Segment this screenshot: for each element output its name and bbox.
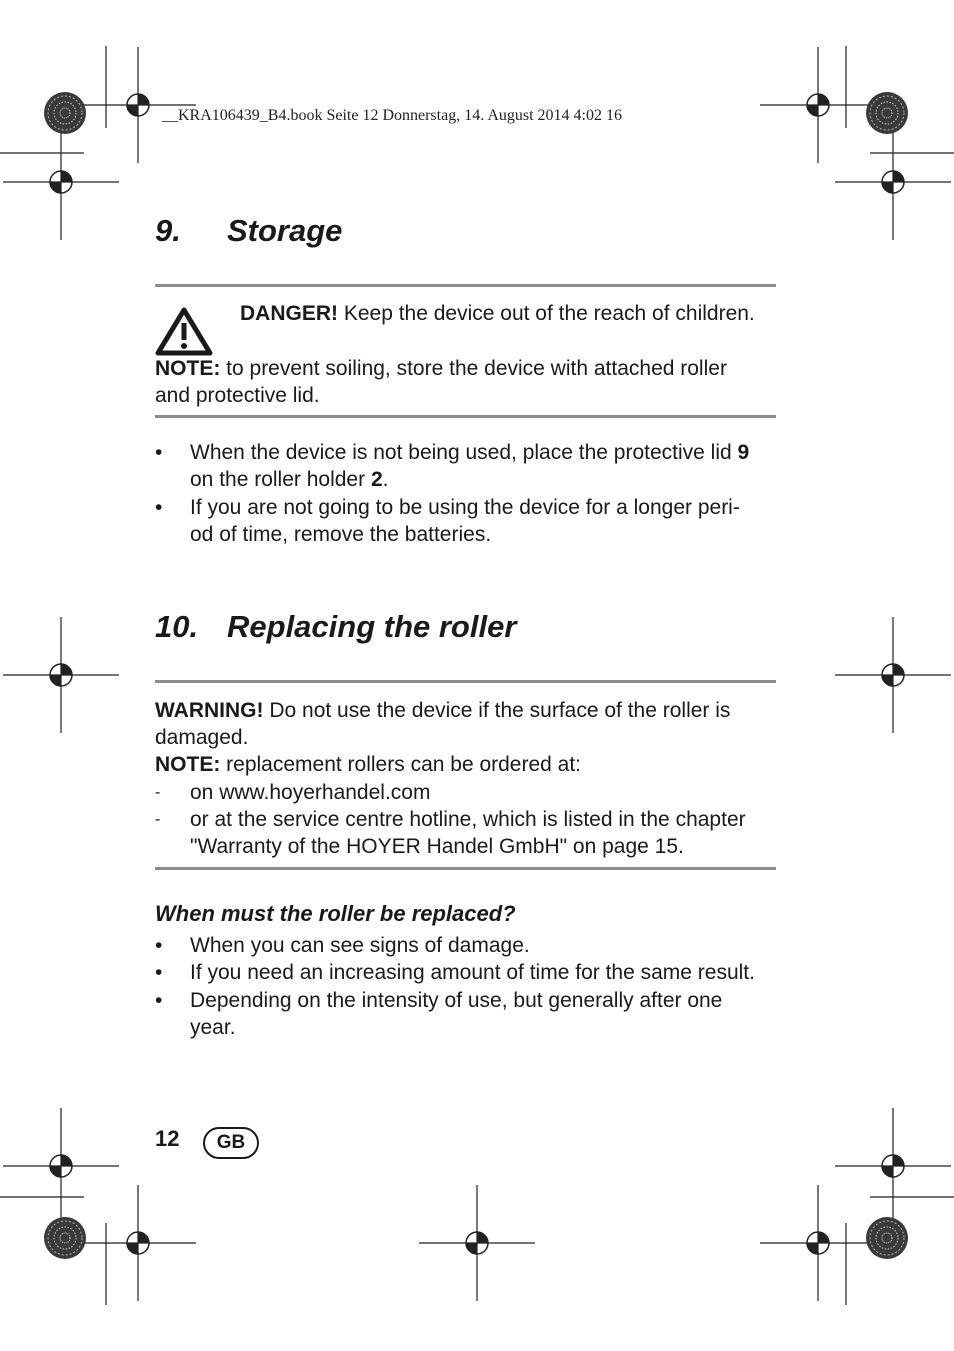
section-title: Storage xyxy=(227,213,343,248)
warning-text: Do not use the device if the surface of the roller is xyxy=(263,699,731,722)
section-title: Replacing the roller xyxy=(227,609,517,644)
registration-mark xyxy=(760,1185,876,1301)
registration-mark xyxy=(80,47,196,163)
registration-mark xyxy=(760,47,876,163)
list-item-text: When the device is not being used, place the protective lid xyxy=(190,441,738,464)
list-item-text: on www.hoyerhandel.com xyxy=(190,781,431,804)
divider xyxy=(155,415,776,418)
list-item-text: year. xyxy=(190,1016,236,1039)
list-item-text: Depending on the intensity of use, but generally after one xyxy=(190,989,723,1012)
note-label: NOTE: xyxy=(155,753,221,776)
registration-mark xyxy=(3,124,119,240)
dash-glyph: - xyxy=(155,784,161,801)
list-item-text: od of time, remove the batteries. xyxy=(190,523,492,546)
part-reference: 9 xyxy=(737,441,750,464)
bullet-glyph: • xyxy=(155,441,163,464)
list-item-text: If you are not going to be using the device for a longer peri- xyxy=(190,496,740,519)
note-label: NOTE: xyxy=(155,357,221,380)
warning-triangle-icon xyxy=(155,306,213,356)
danger-text: Keep the device out of the reach of children. xyxy=(338,302,755,325)
crop-line xyxy=(0,46,954,1305)
list-item-text: When you can see signs of damage. xyxy=(190,934,530,957)
warning-label: WARNING! xyxy=(155,699,264,722)
note-text-continued: and protective lid. xyxy=(155,384,320,407)
danger-label: DANGER! xyxy=(240,302,338,325)
warning-text-continued: damaged. xyxy=(155,726,249,749)
bullet-glyph: • xyxy=(155,989,163,1012)
registration-mark xyxy=(80,1185,196,1301)
divider xyxy=(155,284,776,287)
subheading: When must the roller be replaced? xyxy=(155,901,516,926)
registration-mark xyxy=(419,1185,535,1301)
note-text: replacement rollers can be ordered at: xyxy=(220,753,582,776)
note-text: to prevent soiling, store the device with attached roller xyxy=(220,357,727,380)
registration-mark xyxy=(835,1108,951,1224)
section-number: 10. xyxy=(155,609,199,644)
bullet-glyph: • xyxy=(155,934,163,957)
section-number: 9. xyxy=(155,213,181,248)
warning-notice xyxy=(155,697,780,778)
bullet-glyph: • xyxy=(155,961,163,984)
list-item-text: If you need an increasing amount of time for the same result. xyxy=(190,961,755,984)
list-item-text: or at the service centre hotline, which is listed in the chapter xyxy=(190,808,746,831)
part-reference: 2 xyxy=(370,468,383,491)
registration-mark xyxy=(3,1108,119,1224)
color-rosette xyxy=(44,92,86,134)
bullet-glyph: • xyxy=(155,496,163,519)
section-10-heading xyxy=(155,609,516,645)
divider xyxy=(155,680,776,683)
divider xyxy=(155,867,776,870)
color-rosette xyxy=(866,92,908,134)
dash-glyph: - xyxy=(155,811,161,828)
danger-notice xyxy=(240,300,755,327)
section-9-heading xyxy=(155,213,342,249)
storage-note xyxy=(155,355,780,409)
registration-mark xyxy=(835,124,951,240)
list-item-text: . xyxy=(382,468,389,491)
registration-mark xyxy=(3,617,119,733)
language-badge: GB xyxy=(203,1127,259,1159)
page-number: 12 xyxy=(155,1126,180,1151)
print-file-header: __KRA106439_B4.book Seite 12 Donnerstag, 14. August 2014 4:02 16 xyxy=(162,107,622,124)
list-item-text: on the roller holder xyxy=(190,468,371,491)
color-rosette xyxy=(866,1217,908,1259)
list-item-text: "Warranty of the HOYER Handel GmbH" on page 15. xyxy=(190,835,684,858)
color-rosette xyxy=(44,1217,86,1259)
registration-mark xyxy=(835,617,951,733)
